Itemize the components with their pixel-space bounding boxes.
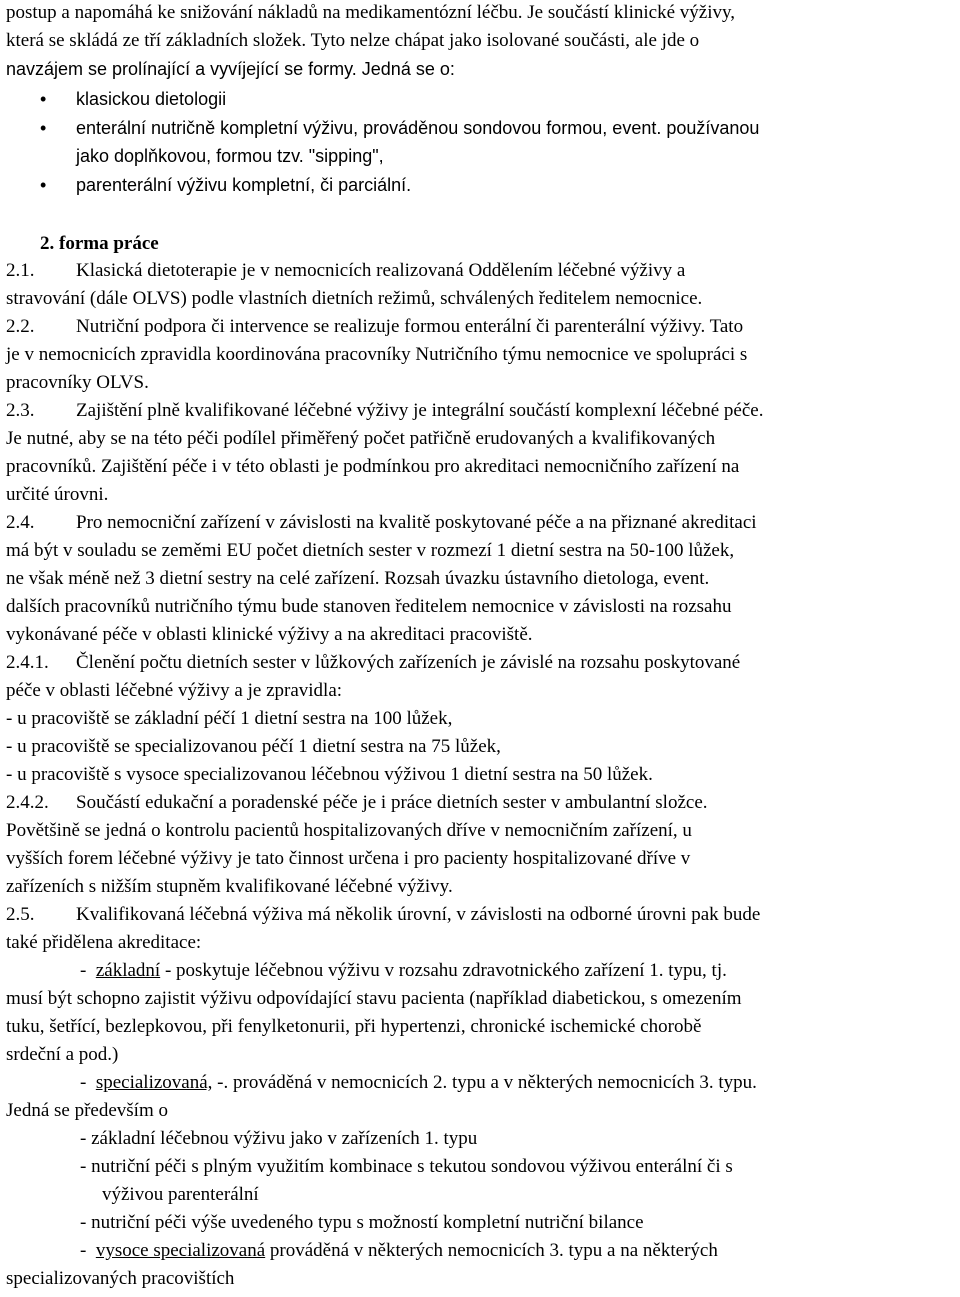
s22-num: 2.2. [6, 316, 35, 337]
level-high-line-2: specializovaných pracovištích [6, 1268, 235, 1289]
s21-line-2: stravování (dále OLVS) podle vlastních dietních režimů, schválených ředitelem nemocnice. [6, 288, 703, 309]
s24-num: 2.4. [6, 512, 35, 533]
level-basic-line-3: tuku, šetřící, bezlepkovou, při fenylketonurii, při hypertenzi, chronické ischemické chorobě [6, 1016, 702, 1037]
intro-line-2: která se skládá ze tří základních složek. Tyto nelze chápat jako isolované součásti, ale jde o [6, 30, 700, 51]
s25-line-1: Kvalifikovaná léčebná výživa má několik úrovní, v závislosti na odborné úrovni pak bude [76, 904, 761, 925]
level-special-line-2: Jedná se především o [6, 1100, 168, 1121]
level-basic-dash: - [80, 960, 87, 981]
level-high-line [80, 1239, 718, 1263]
level-special-item-2: - nutriční péči s plným využitím kombinace s tekutou sondovou výživou enterální či s [80, 1156, 733, 1177]
s24-line-4: dalších pracovníků nutričního týmu bude stanoven ředitelem nemocnice v závislosti na rozsahu [6, 596, 732, 617]
s241-item-2: - u pracoviště se specializovanou péčí 1 dietní sestra na 75 lůžek, [6, 736, 501, 757]
section-heading: 2. forma práce [40, 233, 159, 254]
level-basic-line-4: srdeční a pod.) [6, 1044, 119, 1065]
level-special-term: specializovaná, [95, 1072, 213, 1093]
level-basic-line-2: musí být schopno zajistit výživu odpovídající stavu pacienta (například diabetickou, s omezením [6, 988, 742, 1009]
s21-num: 2.1. [6, 260, 35, 281]
s23-num: 2.3. [6, 400, 35, 421]
level-basic-desc: - poskytuje léčebnou výživu v rozsahu zdravotnického zařízení 1. typu, tj. [160, 960, 727, 981]
level-special-item-1: - základní léčebnou výživu jako v zařízeních 1. typu [80, 1128, 478, 1149]
s242-num: 2.4.2. [6, 792, 49, 813]
s25-num: 2.5. [6, 904, 35, 925]
level-special-item-3: - nutriční péči výše uvedeného typu s možností kompletní nutriční bilance [80, 1212, 644, 1233]
intro-line-3: navzájem se prolínající a vyvíjející se formy. Jedná se o: [6, 59, 455, 79]
bullet-2-symbol: • [40, 118, 47, 138]
level-special-dash: - [80, 1072, 87, 1093]
s241-line-1: Členění počtu dietních sester v lůžkových zařízeních je závislé na rozsahu poskytované [76, 652, 741, 673]
s24-line-3: ne však méně než 3 dietní sestry na celé zařízení. Rozsah úvazku ústavního dietologa, event. [6, 568, 710, 589]
s241-line-2: péče v oblasti léčebné výživy a je zpravidla: [6, 680, 343, 701]
s23-line-2: Je nutné, aby se na této péči podílel přiměřený počet patřičně erudovaných a kvalifikovaných [6, 428, 716, 449]
s242-line-1: Součástí edukační a poradenské péče je i práce dietních sester v ambulantní složce. [76, 792, 708, 813]
s24-line-2: má být v souladu se zeměmi EU počet dietních sester v rozmezí 1 dietní sestra na 50-100 lůžek, [6, 540, 735, 561]
s242-line-2: Povětšině se jedná o kontrolu pacientů hospitalizovaných dříve v nemocničním zařízení, u [6, 820, 692, 841]
s242-line-3: vyšších forem léčebné výživy je tato činnost určena i pro pacienty hospitalizované dříve v [6, 848, 691, 869]
level-high-desc: prováděná v některých nemocnicích 3. typu a na některých [265, 1240, 718, 1261]
s241-item-1: - u pracoviště se základní péčí 1 dietní sestra na 100 lůžek, [6, 708, 453, 729]
s24-line-1: Pro nemocniční zařízení v závislosti na kvalitě poskytované péče a na přiznané akreditaci [76, 512, 757, 533]
s22-line-1: Nutriční podpora či intervence se realizuje formou enterální či parenterální výživy. Tato [76, 316, 744, 337]
s22-line-3: pracovníky OLVS. [6, 372, 149, 393]
s21-line-1: Klasická dietoterapie je v nemocnicích realizovaná Oddělením léčebné výživy a [76, 260, 686, 281]
s22-line-2: je v nemocnicích zpravidla koordinována pracovníky Nutričního týmu nemocnice ve spolupráci s [6, 344, 748, 365]
bullet-3-text: parenterální výživu kompletní, či parciální. [76, 175, 412, 195]
level-high-dash: - [80, 1240, 87, 1261]
bullet-3-symbol: • [40, 175, 47, 195]
s23-line-4: určité úrovni. [6, 484, 109, 505]
level-special-item-2-cont: výživou parenterální [102, 1184, 259, 1205]
level-special-desc: -. prováděná v nemocnicích 2. typu a v některých nemocnicích 3. typu. [212, 1072, 757, 1093]
level-basic-line [80, 959, 727, 983]
bullet-2-cont: jako doplňkovou, formou tzv. "sipping", [76, 146, 384, 166]
s242-line-4: zařízeních s nižším stupněm kvalifikované léčebné výživy. [6, 876, 453, 897]
level-basic-term: základní [95, 960, 161, 981]
bullet-1-symbol: • [40, 89, 47, 109]
s241-num: 2.4.1. [6, 652, 49, 673]
s23-line-1: Zajištění plně kvalifikované léčebné výživy je integrální součástí komplexní léčebné péče. [76, 400, 764, 421]
intro-line-1: postup a napomáhá ke snižování nákladů na medikamentózní léčbu. Je součástí klinické výživy, [6, 2, 736, 23]
bullet-1-text: klasickou dietologii [76, 89, 227, 109]
level-high-term: vysoce specializovaná [95, 1240, 266, 1261]
s24-line-5: vykonávané péče v oblasti klinické výživy a na akreditaci pracoviště. [6, 624, 533, 645]
s23-line-3: pracovníků. Zajištění péče i v této oblasti je podmínkou pro akreditaci nemocničního zařízení na [6, 456, 740, 477]
s241-item-3: - u pracoviště s vysoce specializovanou léčebnou výživou 1 dietní sestra na 50 lůžek. [6, 764, 653, 785]
level-special-line [80, 1071, 757, 1095]
s25-line-2: také přidělena akreditace: [6, 932, 202, 953]
bullet-2-text: enterální nutričně kompletní výživu, prováděnou sondovou formou, event. používanou [76, 118, 760, 138]
